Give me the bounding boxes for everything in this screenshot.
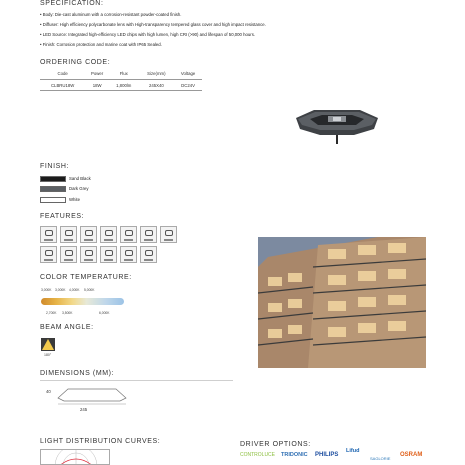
- cell-flux: 1,800lm: [109, 80, 139, 91]
- driver-logo-philips: PHILIPS: [315, 452, 339, 458]
- spec-line-led-source: • LED Source: Integrated high-efficiency LED chips with high lumen, high CRI (>90) and lifespan of 50,000 hours.: [40, 32, 256, 37]
- rainproof-icon: [80, 246, 97, 263]
- dimension-drawing: [56, 385, 128, 405]
- col-code: Code: [40, 70, 85, 80]
- color-temperature-bar: [41, 298, 124, 305]
- finish-swatch-sand-black: [40, 176, 66, 182]
- driver-logo-controluce: CONTROLUCE: [240, 452, 276, 458]
- ct-top-label-1: 3,000K: [41, 288, 52, 292]
- finish-label-dark-grey: Dark Grey: [69, 186, 89, 191]
- ct-top-label-3: 4,000K: [69, 288, 80, 292]
- color-temperature-title: COLOR TEMPERATURE:: [40, 274, 132, 281]
- cri-icon: [80, 226, 97, 243]
- beam-angle-value: 180°: [44, 353, 52, 357]
- driver-logo-tridonic: TRIDONIC: [281, 452, 308, 458]
- specification-title: SPECIFICATION:: [40, 0, 104, 7]
- lifetime-icon: [120, 246, 137, 263]
- col-voltage: Voltage: [174, 70, 202, 80]
- temperature-icon: [100, 246, 117, 263]
- cell-size: 245X40: [139, 80, 175, 91]
- dimension-width: 245: [80, 407, 88, 412]
- light-distribution-title: LIGHT DISTRIBUTION CURVES:: [40, 438, 161, 445]
- col-power: Power: [85, 70, 109, 80]
- driver-icon: [60, 246, 77, 263]
- beam-angle-title: BEAM ANGLE:: [40, 324, 94, 331]
- spec-line-body: • Body: Die-cast aluminum with a corrosion-resistant powder-coated finish.: [40, 12, 182, 17]
- dimensions-title: DIMENSIONS (MM):: [40, 370, 115, 377]
- features-title: FEATURES:: [40, 213, 85, 220]
- cell-power: 18W: [85, 80, 109, 91]
- ct-bottom-label-1: 2,700K: [46, 311, 57, 315]
- finish-swatch-white: [40, 197, 66, 203]
- table-row: [40, 80, 202, 91]
- cell-voltage: DC24V: [174, 80, 202, 91]
- lumen-icon: [120, 226, 137, 243]
- driver-logo-saglorie: SAGLORIE: [370, 456, 391, 461]
- ip-rating-icon: [60, 226, 77, 243]
- finish-title: FINISH:: [40, 163, 70, 170]
- a-plus-icon: [160, 226, 177, 243]
- led-chip-icon: [40, 246, 57, 263]
- beam-angle-graphic: [41, 338, 55, 351]
- ordering-table: [40, 70, 202, 91]
- ct-bottom-label-2: 3,500K: [62, 311, 73, 315]
- dimmable-icon: [40, 226, 57, 243]
- col-size: Size(mm): [139, 70, 175, 80]
- finish-swatch-dark-grey: [40, 186, 66, 192]
- driver-options-title: DRIVER OPTIONS:: [240, 441, 311, 448]
- light-distribution-curve: [40, 449, 110, 465]
- marine-coat-icon: [140, 246, 157, 263]
- spec-line-finish: • Finish: Corrosion protection and marine coat with IP65 Sealed.: [40, 42, 162, 47]
- dimension-height: 40: [46, 389, 51, 394]
- driver-logo-lifud: Lifud: [346, 448, 360, 454]
- beam-angle-icon: [100, 226, 117, 243]
- product-image: [292, 101, 382, 151]
- application-photo: [258, 237, 426, 368]
- spec-line-diffuser: • Diffuser: High efficiency polycarbonate lens with High-transparency tempered glass cover and high impact resistance.: [40, 22, 266, 27]
- ct-top-label-2: 3,000K: [55, 288, 66, 292]
- driver-logo-osram: OSRAM: [400, 452, 423, 458]
- ordering-title: ORDERING CODE:: [40, 59, 111, 66]
- dimensions-divider: [40, 380, 233, 381]
- ordering-header-row: [40, 70, 202, 80]
- ct-bottom-label-3: 6,000K: [99, 311, 110, 315]
- finish-label-white: White: [69, 197, 80, 202]
- finish-label-sand-black: Sand Black: [69, 176, 91, 181]
- warranty-icon: [140, 226, 157, 243]
- col-flux: Flux: [109, 70, 139, 80]
- cell-code: CLBRU18W: [40, 80, 85, 91]
- ct-top-label-4: 5,000K: [84, 288, 95, 292]
